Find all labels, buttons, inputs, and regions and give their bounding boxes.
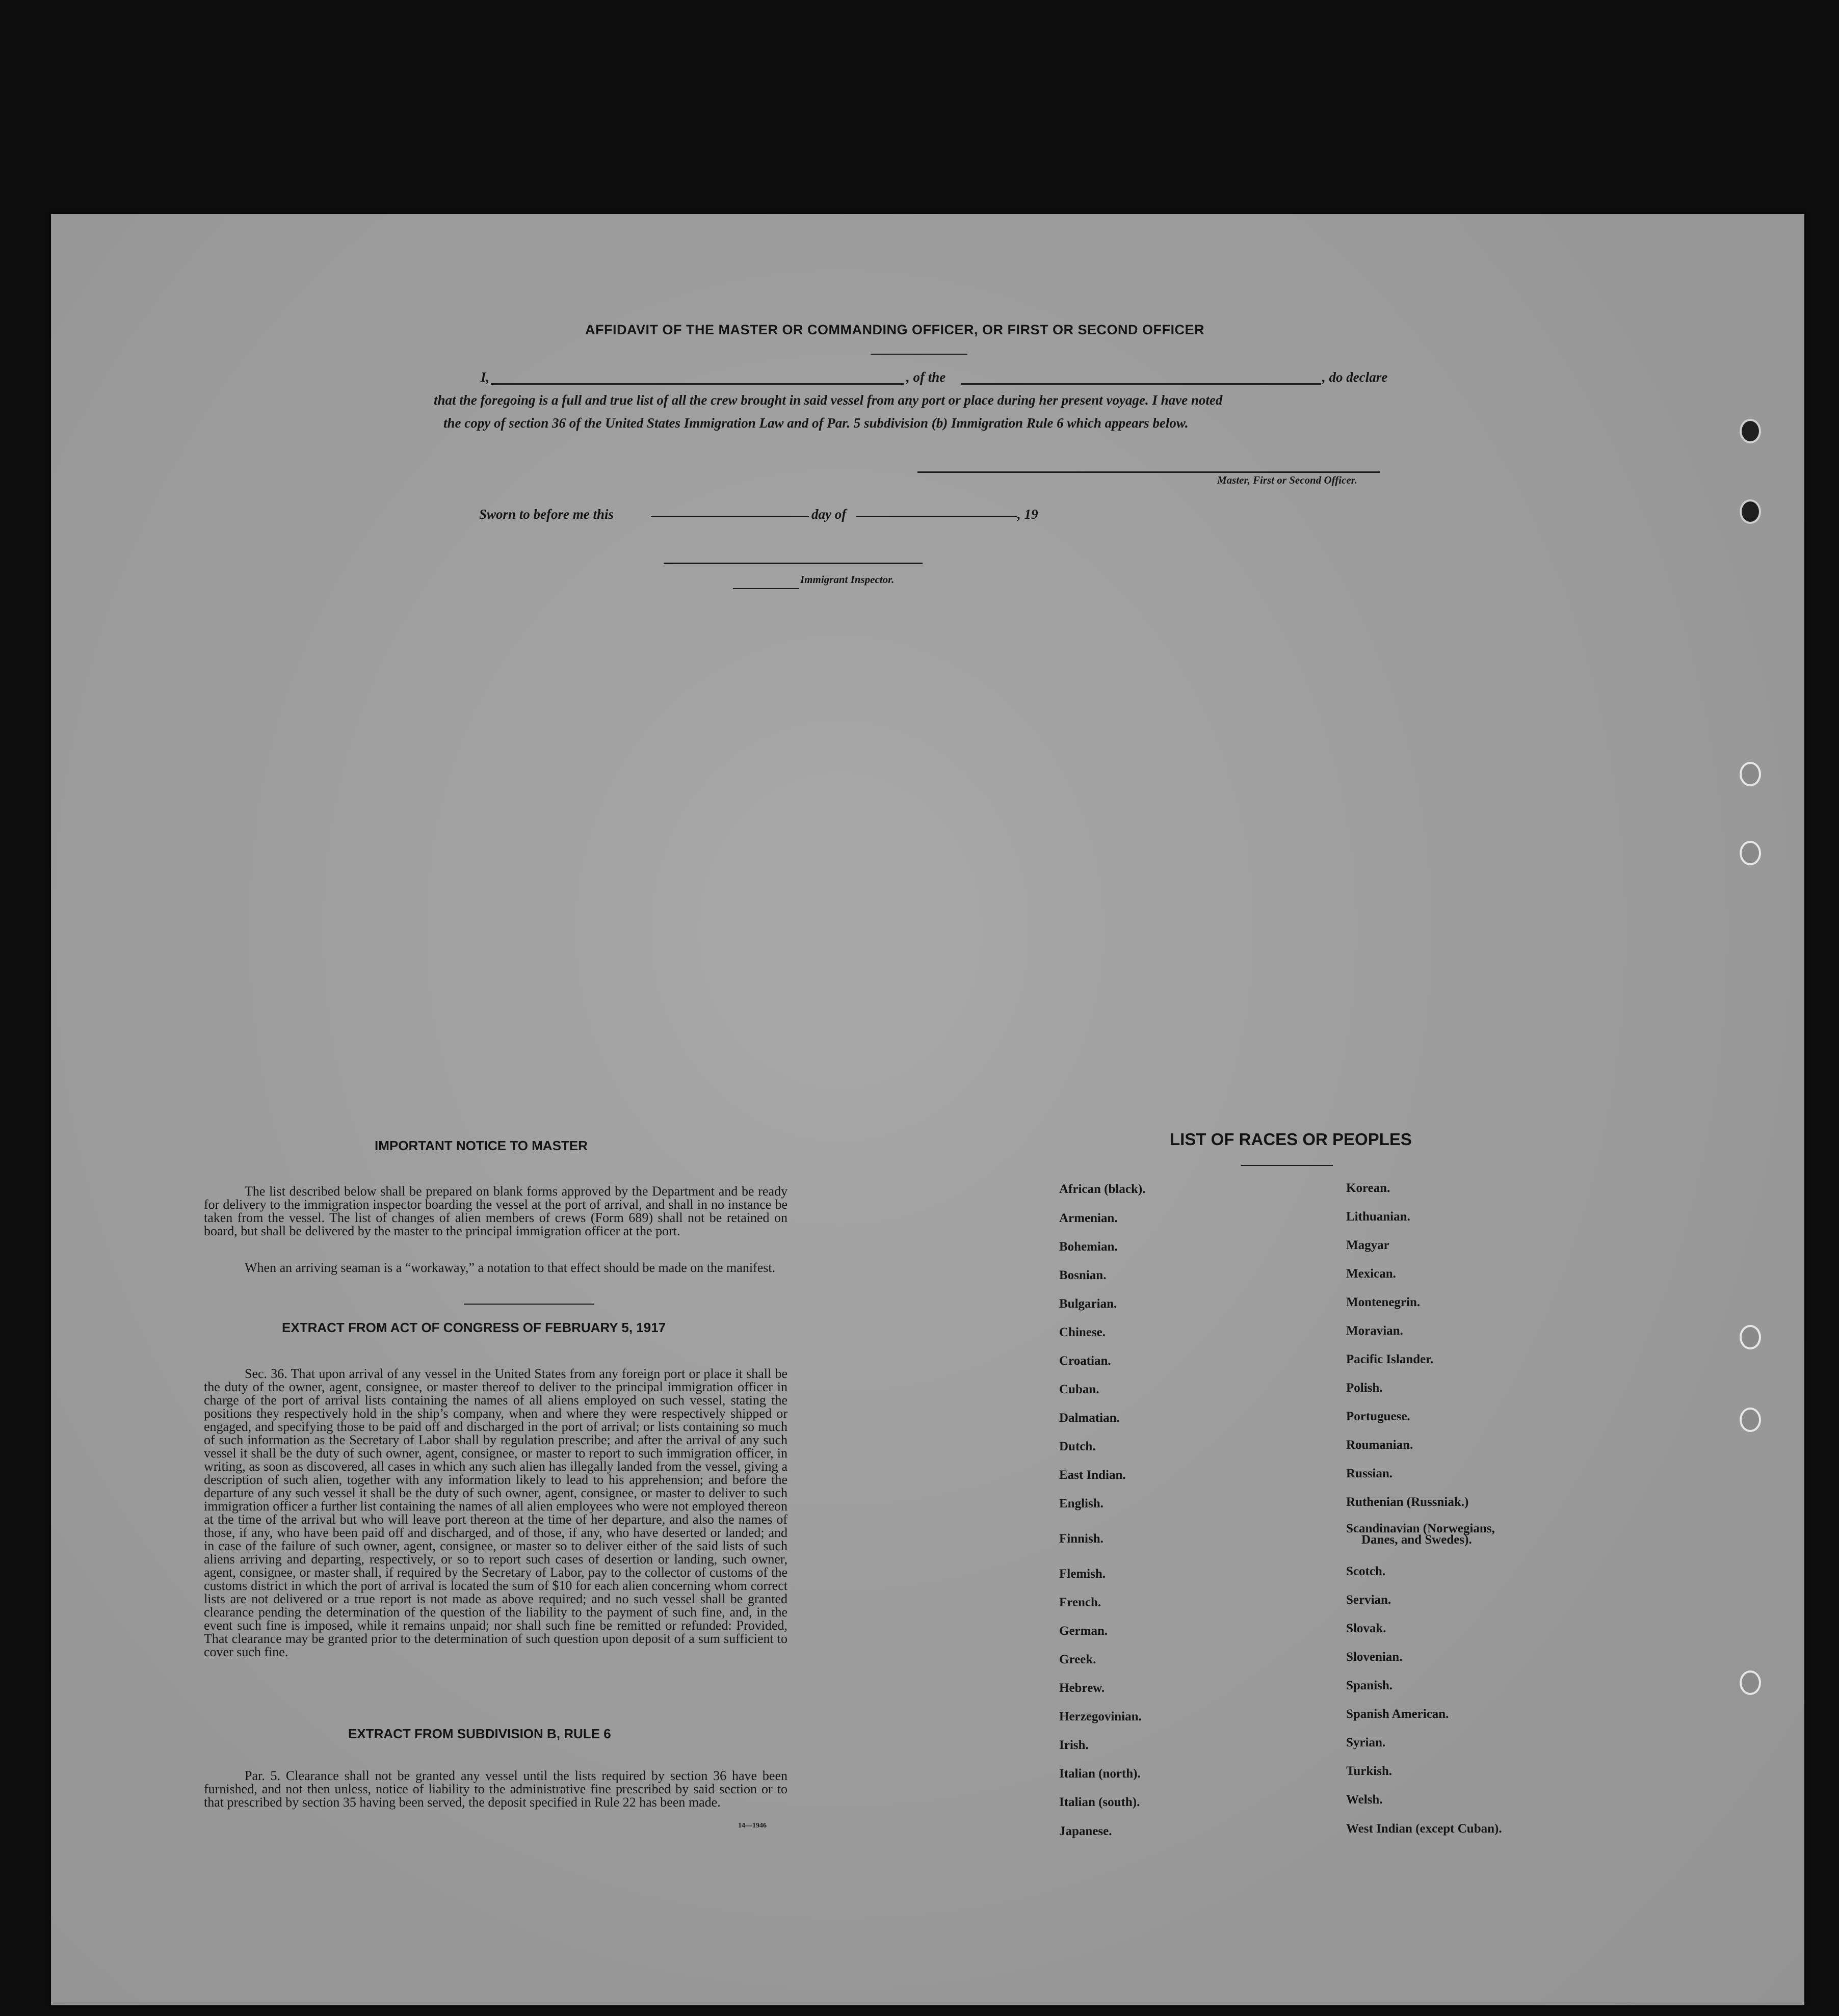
race-item: Spanish American.	[1346, 1707, 1449, 1721]
affidavit-title: AFFIDAVIT OF THE MASTER OR COMMANDING OFFICER, OR FIRST OR SECOND OFFICER	[585, 322, 1204, 337]
race-item: Bulgarian.	[1059, 1297, 1117, 1311]
race-item: Dutch.	[1059, 1440, 1096, 1453]
sworn-year: , 19	[1017, 507, 1038, 522]
notice-title: IMPORTANT NOTICE TO MASTER	[375, 1138, 588, 1153]
race-item: Welsh.	[1346, 1793, 1383, 1807]
name-blank[interactable]	[491, 383, 904, 385]
inspector-signature-line[interactable]	[664, 563, 923, 564]
declaration-line-1-mid: , of the	[906, 369, 946, 385]
sworn-text: Sworn to before me this	[479, 507, 614, 522]
declaration-line-3: the copy of section 36 of the United States Immigration Law and of Par. 5 subdivision (b) Immigration Rule 6 which appears below.	[443, 415, 1189, 431]
binder-hole	[1740, 841, 1761, 865]
month-blank[interactable]	[856, 516, 1017, 517]
race-item: German.	[1059, 1624, 1108, 1638]
notice-paragraph-1: The list described below shall be prepared on blank forms approved by the Department and be ready for delivery to the immigration inspector boarding the vessel at the port of arrival, and shall in no instance be taken from the vessel. The list of changes of alien members of crews (Form 689) shall not be retained on board, but shall be delivered by the master to the principal immigration officer at the port.	[204, 1184, 787, 1238]
document-page	[51, 214, 1804, 2005]
race-item: English.	[1059, 1497, 1104, 1510]
race-item: Irish.	[1059, 1738, 1089, 1752]
race-item: Magyar	[1346, 1238, 1389, 1252]
binder-hole	[1740, 499, 1761, 524]
race-item: Montenegrin.	[1346, 1295, 1421, 1309]
form-number: 14—1946	[738, 1822, 767, 1829]
race-item: Dalmatian.	[1059, 1411, 1120, 1425]
race-item: Bohemian.	[1059, 1240, 1118, 1254]
race-item: French.	[1059, 1596, 1101, 1609]
race-item: Pacific Islander.	[1346, 1352, 1434, 1366]
declaration-line-1-end: , do declare	[1322, 369, 1388, 385]
race-item: Italian (north).	[1059, 1767, 1141, 1781]
race-item: Flemish.	[1059, 1567, 1106, 1581]
sworn-day-of: day of	[811, 507, 847, 522]
extract-act-title: EXTRACT FROM ACT OF CONGRESS OF FEBRUARY 5, 1917	[282, 1320, 666, 1335]
race-item: Mexican.	[1346, 1267, 1396, 1281]
race-item: Greek.	[1059, 1653, 1096, 1666]
declaration-line-2: that the foregoing is a full and true list of all the crew brought in said vessel from any port or place during her present voyage. I have noted	[434, 392, 1223, 408]
race-item: Chinese.	[1059, 1325, 1106, 1339]
binder-hole	[1740, 419, 1761, 443]
inspector-label: Immigrant Inspector.	[800, 573, 895, 586]
section-36-text: Sec. 36. That upon arrival of any vessel in the United States from any foreign port or place it shall be the duty of the owner, agent, consignee, or master thereof to deliver to the principal immigration officer in charge of the port of arrival lists containing the names of all aliens employed on such vessel, stating the positions they respectively hold in the ship’s company, when and where they were respectively shipped or engaged, and specifying those to be paid off and discharged in the port of arrival; or lists containing so much of such information as the Secretary of Labor shall by regulation prescribe; and after the arrival of any such vessel it shall be the duty of such owner, agent, consignee, or master to report to such immigration officer, in writing, as soon as discovered, all cases in which any such alien has illegally landed from the vessel, giving a description of such alien, together with any information likely to lead to his apprehension; and before the departure of any such vessel it shall be the duty of such owner, agent, consignee, or master to deliver to such immigration officer a further list containing the names of all alien employees who were not employed thereon at the time of the arrival but who will leave port thereon at the time of her departure, and also the names of those, if any, who have been paid off and discharged, and of those, if any, who have deserted or landed; and in case of the failure of such owner, agent, consignee, or master so to deliver either of the said lists of such aliens arriving and departing, respectively, or so to report such cases of desertion or landing, such owner, agent, consignee, or master shall, if required by the Secretary of Labor, pay to the collector of customs of the customs district in which the port of arrival is located the sum of $10 for each alien concerning whom correct lists are not delivered or a true report is not made as above required; and no such vessel shall be granted clearance pending the determination of the question of the liability to the payment of such fine, and, in the event such fine is imposed, while it remains unpaid; nor shall such fine be remitted or refunded: Provided, That clearance may be granted prior to the determination of such question upon deposit of a sum sufficient to cover such fine.	[204, 1366, 787, 1659]
notice-paragraph-2: When an arriving seaman is a “workaway,” a notation to that effect should be made on the manifest.	[245, 1260, 776, 1275]
extract-rule-title: EXTRACT FROM SUBDIVISION B, RULE 6	[348, 1726, 611, 1741]
binder-hole	[1740, 1325, 1761, 1349]
race-item: Roumanian.	[1346, 1438, 1413, 1452]
race-item: Herzegovinian.	[1059, 1710, 1142, 1723]
race-item: East Indian.	[1059, 1468, 1126, 1482]
declaration-line-1-start: I,	[481, 369, 490, 385]
race-item: Japanese.	[1059, 1824, 1112, 1838]
race-item: Scandinavian (Norwegians,	[1346, 1522, 1495, 1535]
race-item: Lithuanian.	[1346, 1210, 1410, 1224]
race-item: Bosnian.	[1059, 1268, 1107, 1282]
title-underline	[871, 354, 967, 355]
race-item: Slovenian.	[1346, 1650, 1403, 1664]
binder-hole	[1740, 1670, 1761, 1695]
race-item: Russian.	[1346, 1467, 1393, 1480]
paragraph-5-text: Par. 5. Clearance shall not be granted any vessel until the lists required by section 36 have been furnished, and not then unless, notice of liability to the administrative fine prescribed by said section or to that prescribed by section 35 having been served, the deposit specified in Rule 22 has been made.	[204, 1768, 787, 1810]
race-item: Portuguese.	[1346, 1410, 1410, 1423]
races-title: LIST OF RACES OR PEOPLES	[1170, 1130, 1412, 1149]
binder-hole	[1740, 762, 1761, 786]
races-title-underline	[1241, 1165, 1333, 1166]
race-item: Italian (south).	[1059, 1795, 1140, 1809]
race-item: Spanish.	[1346, 1679, 1393, 1692]
race-item: African (black).	[1059, 1182, 1146, 1196]
inspector-name-line[interactable]	[733, 588, 799, 589]
race-item: Armenian.	[1059, 1211, 1118, 1225]
race-item: Servian.	[1346, 1593, 1391, 1607]
race-item: Finnish.	[1059, 1532, 1104, 1546]
binder-hole	[1740, 1408, 1761, 1432]
master-signature-line[interactable]	[917, 471, 1380, 473]
race-item: West Indian (except Cuban).	[1346, 1822, 1502, 1836]
race-item: Hebrew.	[1059, 1681, 1105, 1695]
section-divider	[464, 1304, 594, 1305]
race-item: Moravian.	[1346, 1324, 1403, 1338]
race-item: Slovak.	[1346, 1622, 1386, 1635]
race-item: Cuban.	[1059, 1383, 1099, 1396]
race-scandinavian-continued: Danes, and Swedes).	[1361, 1533, 1472, 1547]
race-item: Korean.	[1346, 1181, 1390, 1195]
race-item: Scotch.	[1346, 1564, 1386, 1578]
master-signature-label: Master, First or Second Officer.	[1217, 474, 1357, 486]
race-item: Ruthenian (Russniak.)	[1346, 1495, 1469, 1509]
race-item: Turkish.	[1346, 1764, 1393, 1778]
day-blank[interactable]	[651, 516, 809, 517]
race-item: Croatian.	[1059, 1354, 1111, 1368]
race-item: Polish.	[1346, 1381, 1383, 1395]
vessel-blank[interactable]	[961, 383, 1321, 385]
race-item: Syrian.	[1346, 1736, 1386, 1749]
